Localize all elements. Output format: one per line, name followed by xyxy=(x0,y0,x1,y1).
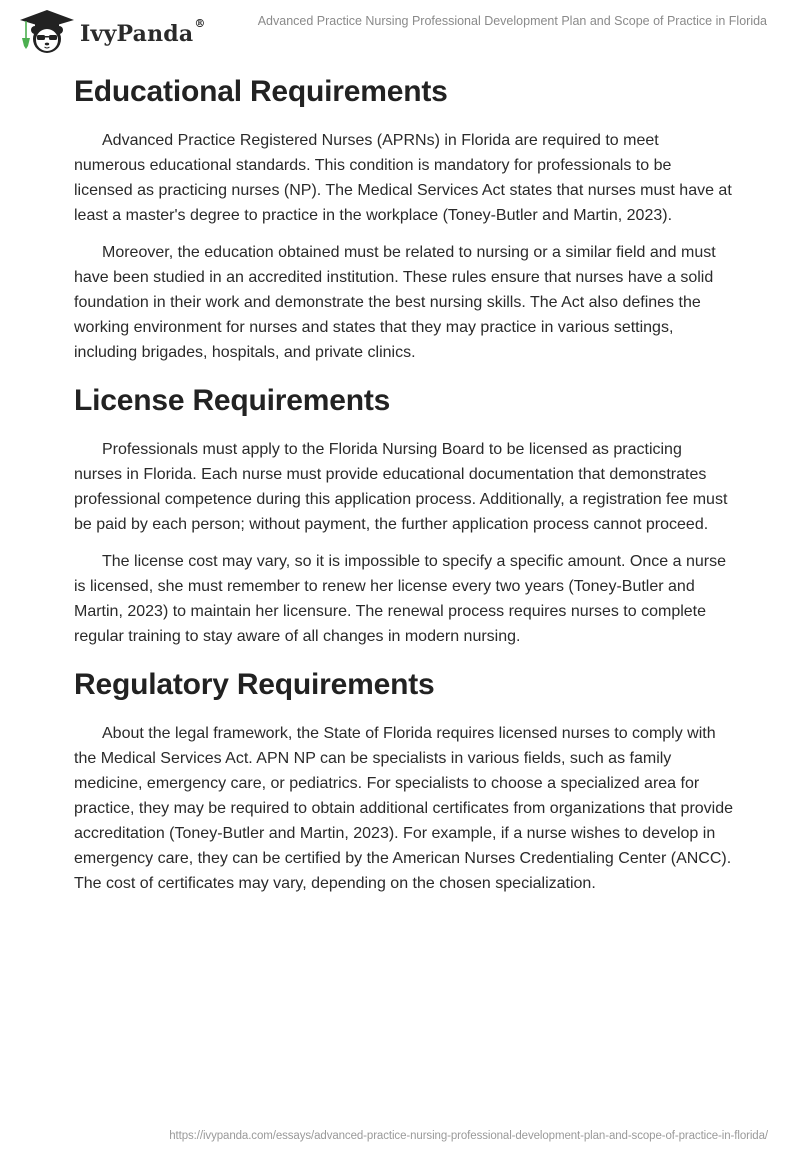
article-body xyxy=(74,68,734,896)
source-url[interactable]: https://ivypanda.com/essays/advanced-practice-nursing-professional-development-plan-and-scope-of-practice-in-florida/ xyxy=(169,1130,768,1142)
section-educational-requirements xyxy=(74,68,734,365)
section-license-requirements xyxy=(74,377,734,649)
brand-name: IvyPanda® xyxy=(80,17,206,47)
paragraph: About the legal framework, the State of Florida requires licensed nurses to comply with the Medical Services Act. APN NP can be specialists in various fields, such as family medicine, emergency care, or pediatrics. For specialists to choose a specialized area for practice, they may be required to obtain additional certificates from organizations that provide accreditation (Toney-Butler and Martin, 2023). For example, if a nurse wishes to develop in emergency care, they can be certified by the American Nurses Credentialing Center (ANCC). The cost of certificates may vary, depending on the chosen specialization. xyxy=(74,725,734,892)
paragraph: Advanced Practice Registered Nurses (APRNs) in Florida are required to meet numerous educational standards. This condition is mandatory for professionals to be licensed as practicing nurses (NP). The Medical Services Act states that nurses must have at least a master's degree to practice in the workplace (Toney-Butler and Martin, 2023). xyxy=(74,132,732,224)
paragraph: The license cost may vary, so it is impossible to specify a specific amount. Once a nurse is licensed, she must remember to renew her license every two years (Toney-Butler and Martin, 2023) to maintain her licensure. The renewal process requires nurses to complete regular training to stay aware of all changes in modern nursing. xyxy=(74,553,726,645)
page-header xyxy=(0,0,800,60)
paragraph: Moreover, the education obtained must be related to nursing or a similar field and must have been studied in an accredited institution. These rules ensure that nurses have a solid foundation in their work and demonstrate the best nursing skills. The Act also defines the working environment for nurses and states that they may practice in various settings, including brigades, hospitals, and private clinics. xyxy=(74,244,716,361)
section-heading: Regulatory Requirements xyxy=(74,668,435,701)
paragraph: Professionals must apply to the Florida Nursing Board to be licensed as practicing nurses in Florida. Each nurse must provide educational documentation that demonstrates professional competence during this application process. Additionally, a registration fee must be paid by each person; without payment, the further application process cannot proceed. xyxy=(74,441,728,533)
section-heading: Educational Requirements xyxy=(74,75,448,108)
section-regulatory-requirements xyxy=(74,661,734,896)
ivypanda-logo[interactable] xyxy=(18,8,206,56)
panda-graduate-icon xyxy=(18,8,76,56)
section-heading: License Requirements xyxy=(74,384,391,417)
document-title: Advanced Practice Nursing Professional Development Plan and Scope of Practice in Florida xyxy=(257,14,767,28)
